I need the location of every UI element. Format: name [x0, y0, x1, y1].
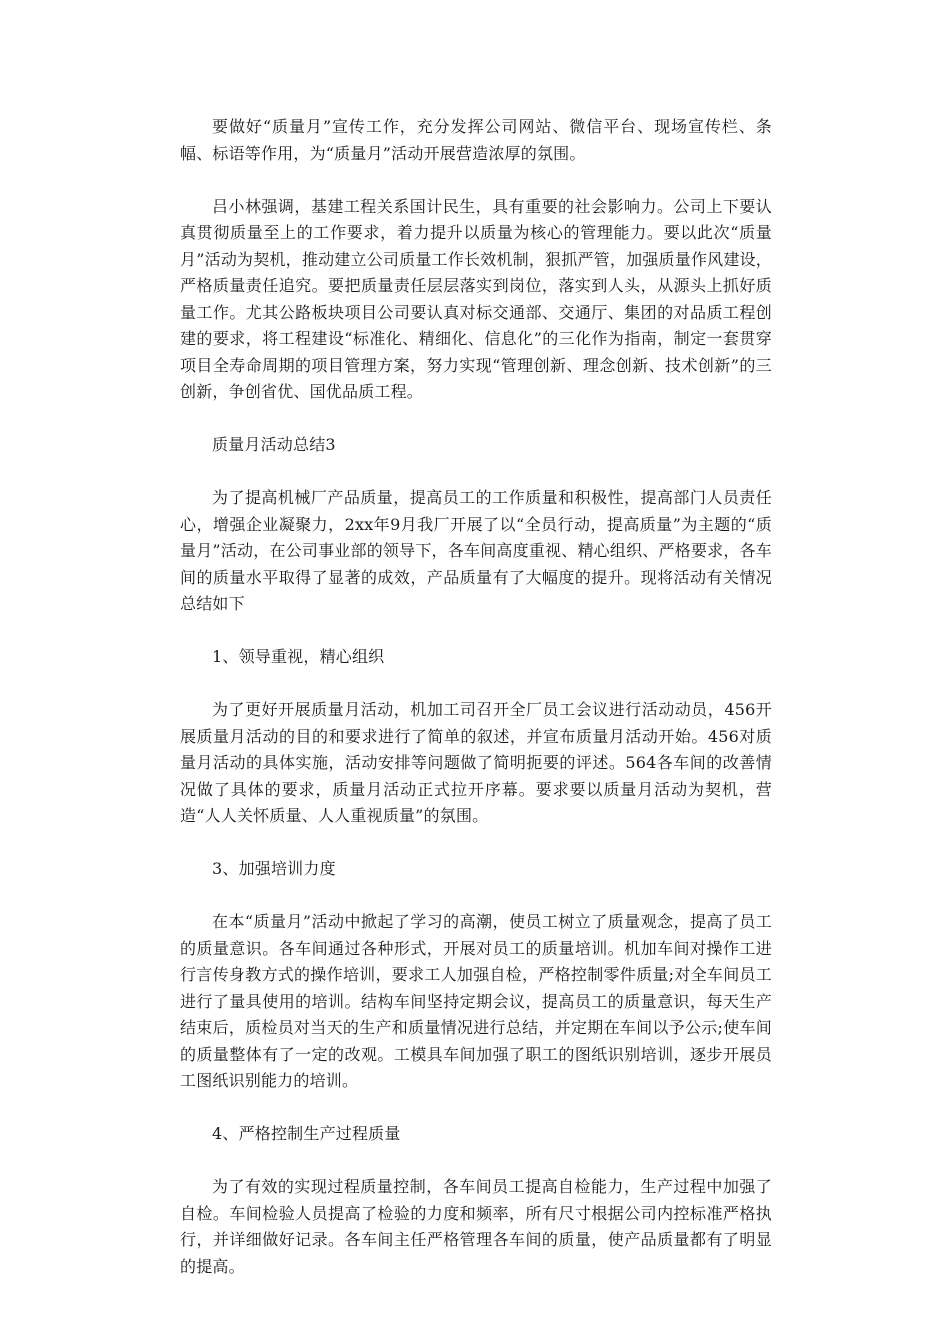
heading-leadership: 1、领导重视，精心组织	[212, 647, 385, 666]
paragraph-lv-xiaolin-emphasis: 吕小林强调，基建工程关系国计民生，具有重要的社会影响力。公司上下要认真贯彻质量至上的工作要求，着力提升以质量为核心的管理能力。要以此次“质量月”活动为契机，推动建立公司质量工作长效机制，狠抓严管，加强质量作风建设，严格质量责任追究。要把质量责任层层落实到岗位，落实到人头，从源头上抓好质量工作。尤其公路板块项目公司要认真对标交通部、交通厅、集团的对品质工程创建的要求，将工程建设“标准化、精细化、信息化”的三化作为指南，制定一套贯穿项目全寿命周期的项目管理方案，努力实现“管理创新、理念创新、技术创新”的三创新，争创省优、国优品质工程。	[180, 196, 772, 401]
heading-training: 3、加强培训力度	[212, 859, 336, 878]
section-title-summary-3: 质量月活动总结3	[212, 435, 336, 454]
paragraph-publicity: 要做好“质量月”宣传工作，充分发挥公司网站、微信平台、现场宣传栏、条幅、标语等作用，为“质量月”活动开展营造浓厚的氛围。	[180, 117, 772, 163]
heading-process-control: 4、严格控制生产过程质量	[212, 1124, 401, 1143]
paragraph-summary-intro: 为了提高机械厂产品质量，提高员工的工作质量和积极性，提高部门人员责任心，增强企业凝聚力，2xx年9月我厂开展了以“全员行动，提高质量”为主题的“质量月”活动，在公司事业部的领导下，各车间高度重视、精心组织、严格要求，各车间的质量水平取得了显著的成效，产品质量有了大幅度的提升。现将活动有关情况总结如下	[180, 488, 772, 613]
paragraph-leadership: 为了更好开展质量月活动，机加工司召开全厂员工会议进行活动动员，456开展质量月活动的目的和要求进行了简单的叙述，并宣布质量月活动开始。456对质量月活动的具体实施，活动安排等问题做了简明扼要的评述。564各车间的改善情况做了具体的要求，质量月活动正式拉开序幕。要求要以质量月活动为契机，营造“人人关怀质量、人人重视质量”的氛围。	[180, 700, 772, 825]
paragraph-training: 在本“质量月”活动中掀起了学习的高潮，使员工树立了质量观念，提高了员工的质量意识。各车间通过各种形式，开展对员工的质量培训。机加车间对操作工进行言传身教方式的操作培训，要求工人加强自检，严格控制零件质量;对全车间员工进行了量具使用的培训。结构车间坚持定期会议，提高员工的质量意识，每天生产结束后，质检员对当天的生产和质量情况进行总结，并定期在车间以予公示;使车间的质量整体有了一定的改观。工模具车间加强了职工的图纸识别培训，逐步开展员工图纸识别能力的培训。	[180, 912, 772, 1090]
document-body	[180, 114, 772, 1307]
paragraph-process-control: 为了有效的实现过程质量控制，各车间员工提高自检能力，生产过程中加强了自检。车间检验人员提高了检验的力度和频率，所有尺寸根据公司内控标准严格执行，并详细做好记录。各车间主任严格管理各车间的质量，使产品质量都有了明显的提高。	[180, 1177, 772, 1276]
